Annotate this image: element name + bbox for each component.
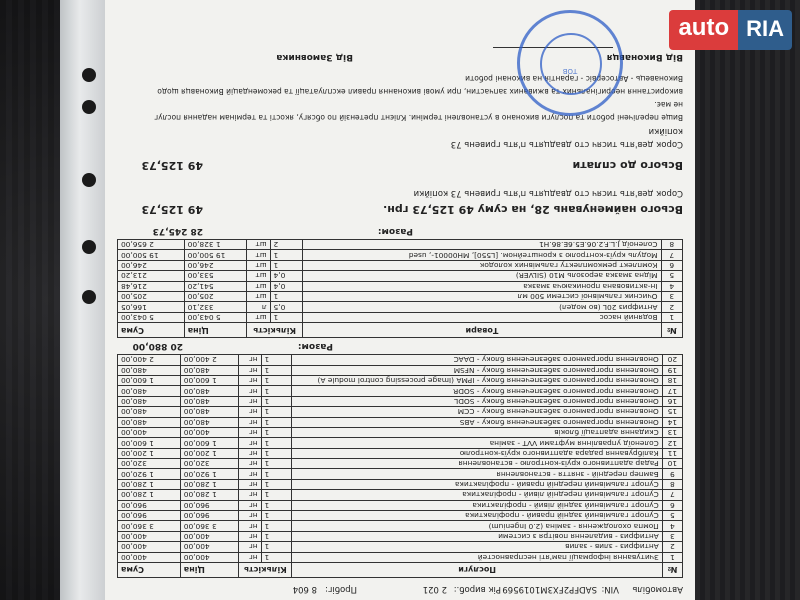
- row-name: Радар адаптивного круїз-контролю - встановлення: [292, 459, 662, 469]
- table-row: [118, 542, 683, 552]
- row-sum: 205,00: [118, 292, 185, 302]
- row-qty: 1: [261, 355, 292, 365]
- goods-table: [117, 239, 683, 338]
- pay-label: Всього до сплати: [572, 159, 683, 173]
- stamp-inner-ring: [540, 33, 602, 95]
- services-table: [117, 354, 683, 578]
- row-number: 17: [662, 386, 682, 396]
- row-number: 6: [661, 260, 682, 270]
- row-qty: 1: [261, 542, 292, 552]
- table-row: [118, 365, 683, 375]
- table-row: [118, 312, 683, 322]
- row-unit: шт: [246, 271, 270, 281]
- row-qty: 1: [261, 469, 292, 479]
- row-number: 14: [662, 417, 682, 427]
- table-row: [118, 521, 683, 531]
- approved-line: [117, 199, 683, 219]
- row-qty: 1: [261, 552, 292, 562]
- row-price: 1 920,00: [180, 469, 238, 479]
- row-price: 3 360,00: [180, 521, 238, 531]
- col-price: Ціна: [180, 563, 238, 578]
- row-unit: нг: [239, 386, 261, 396]
- goods-total-label: Разом:: [377, 226, 413, 237]
- row-unit: шт: [246, 281, 270, 291]
- row-number: 3: [662, 531, 682, 541]
- row-unit: нг: [239, 375, 261, 385]
- row-number: 6: [662, 500, 682, 510]
- row-sum: 480,00: [118, 386, 181, 396]
- row-name: Зчитування інформації пам'яті несправностей: [292, 552, 662, 562]
- binder-hole: [82, 240, 96, 254]
- col-no: №: [662, 563, 682, 578]
- row-sum: 400,00: [118, 552, 181, 562]
- row-name: Супорт гальмівний задній правий - профілактика: [292, 511, 662, 521]
- row-qty: 1: [261, 511, 292, 521]
- row-number: 19: [662, 365, 682, 375]
- row-number: 1: [662, 552, 682, 562]
- row-name: Бампер передній - зняття - встановлення: [292, 469, 662, 479]
- row-qty: 1: [261, 490, 292, 500]
- row-price: 400,00: [180, 542, 238, 552]
- row-qty: 0,4: [270, 281, 303, 291]
- table-row: [118, 396, 683, 406]
- col-qty: Кількість: [239, 563, 292, 578]
- logo-ria: RIA: [738, 10, 792, 50]
- year-value: 2 021: [422, 584, 447, 594]
- row-name: Супорт гальмівний передній правий - профілактика: [292, 479, 662, 489]
- row-price: 533,00: [184, 271, 246, 281]
- row-sum: 1 600,00: [118, 375, 181, 385]
- row-unit: нг: [239, 407, 261, 417]
- row-price: 400,00: [180, 531, 238, 541]
- row-unit: шт: [246, 240, 270, 250]
- table-row: [118, 407, 683, 417]
- row-number: 9: [662, 469, 682, 479]
- row-sum: 320,00: [118, 459, 181, 469]
- row-qty: 1: [261, 407, 292, 417]
- row-unit: нг: [239, 521, 261, 531]
- row-qty: 0,5: [270, 302, 303, 312]
- row-qty: 1: [261, 375, 292, 385]
- row-number: 8: [662, 479, 682, 489]
- car-seat-right: [695, 0, 800, 600]
- signature-block: [117, 26, 683, 76]
- row-sum: 246,00: [118, 260, 185, 270]
- row-number: 5: [662, 511, 682, 521]
- row-unit: нг: [239, 542, 261, 552]
- row-price: 1 328,00: [184, 240, 246, 250]
- row-qty: 1: [270, 292, 303, 302]
- row-name: Антифриз - видалення повітря з системи: [292, 531, 662, 541]
- row-sum: 400,00: [118, 531, 181, 541]
- stamp-text: ТОВ: [562, 67, 578, 76]
- contractor-label: Від Виконавця: [606, 52, 683, 63]
- table-row: [118, 427, 683, 437]
- table-row: [118, 302, 683, 312]
- row-name: Модуль круїз-контролю з кронштейном. [L550], MH00001-, used: [303, 250, 661, 260]
- row-name: Антифриз 20L (во модел): [303, 302, 661, 312]
- row-number: 7: [662, 490, 682, 500]
- row-name: Ін-активована проникаюча змазка: [303, 281, 661, 291]
- row-name: Очисник гальмівної системи 500 мл: [303, 292, 661, 302]
- row-sum: 480,00: [118, 407, 181, 417]
- row-unit: нг: [239, 552, 261, 562]
- row-sum: 166,05: [118, 302, 185, 312]
- binder-hole: [82, 290, 96, 304]
- table-row: [118, 375, 683, 385]
- row-price: 480,00: [180, 386, 238, 396]
- invoice-paper: [105, 0, 695, 600]
- vehicle-header: [117, 582, 683, 596]
- row-number: 16: [662, 396, 682, 406]
- model-label: Автомобіль: [632, 584, 683, 594]
- approved-text: Всього найменувань 28, на суму 49 125,73 грн.: [383, 203, 683, 217]
- row-price: 246,00: [184, 260, 246, 270]
- row-qty: 1: [261, 417, 292, 427]
- company-stamp: [517, 10, 623, 116]
- row-qty: 1: [261, 448, 292, 458]
- row-price: 1 280,00: [180, 479, 238, 489]
- disclaimer-line: Вище перелічені роботи та послуги виконано в установлені терміни. Клієнт претензій по обсягу, якості та термінам надання послуг: [154, 113, 683, 123]
- row-qty: 1: [261, 500, 292, 510]
- row-name: Оновлення програмного забезпечення блоку - DAAC: [292, 355, 662, 365]
- row-unit: нг: [239, 417, 261, 427]
- row-sum: 2 656,00: [118, 240, 185, 250]
- table-row: [118, 438, 683, 448]
- table-row: [118, 386, 683, 396]
- row-qty: 1: [261, 479, 292, 489]
- row-price: 1 200,00: [180, 448, 238, 458]
- row-unit: нг: [239, 531, 261, 541]
- row-unit: л: [246, 302, 270, 312]
- row-number: 3: [661, 292, 682, 302]
- sum-in-words: Сорок дев'ять тисяч сто двадцять п'ять гривень 73 копійки: [413, 188, 683, 199]
- row-sum: 5 043,00: [118, 312, 185, 322]
- col-sum: Сума: [118, 563, 181, 578]
- row-qty: 1: [261, 386, 292, 396]
- table-row: [118, 281, 683, 291]
- sheet-protector-binding: [60, 0, 110, 600]
- autoria-logo: [669, 10, 792, 50]
- row-unit: шт: [246, 250, 270, 260]
- row-name: Соленоїд J.L.F.2.06.E5.6E.86.H1: [303, 240, 661, 250]
- services-total: [117, 338, 683, 354]
- row-unit: нг: [239, 479, 261, 489]
- table-row: [118, 459, 683, 469]
- row-price: 1 600,00: [180, 375, 238, 385]
- mileage-label: Пробіг:: [325, 584, 357, 594]
- disclaimer-line: використання неоригінальних та вживаних запчастин, при умові виконання правил експлуатації та рекомендацій Виконавця щодо: [157, 87, 683, 97]
- row-name: Калібрування радара адаптивного круїз-контролю: [292, 448, 662, 458]
- row-qty: 1: [261, 521, 292, 531]
- year-label: Рік вироб.:: [453, 584, 501, 594]
- row-unit: нг: [239, 469, 261, 479]
- disclaimer-line: не має.: [654, 100, 683, 110]
- row-number: 1: [661, 312, 682, 322]
- row-unit: нг: [239, 396, 261, 406]
- row-sum: 1 200,00: [118, 448, 181, 458]
- customer-label: Від Замовника: [276, 52, 353, 63]
- row-name: Антифриз - злив - залив: [292, 542, 662, 552]
- row-qty: 1: [270, 250, 303, 260]
- row-name: Мідна змазка аерозоль М10 (SILVER): [303, 271, 661, 281]
- table-row: [118, 500, 683, 510]
- row-name: Оновлення програмного забезпечення блоку - NFSM: [292, 365, 662, 375]
- table-row: [118, 490, 683, 500]
- row-name: Оновлення програмного забезпечення блоку - CCM: [292, 407, 662, 417]
- row-name: Комплект ремкомплекту гальмівних колодок: [303, 260, 661, 270]
- col-services: Послуги: [292, 563, 662, 578]
- binder-hole: [82, 68, 96, 82]
- col-sum: Сума: [118, 323, 185, 338]
- table-row: [118, 260, 683, 270]
- row-name: Скидання адаптації блоків: [292, 427, 662, 437]
- table-row: [118, 271, 683, 281]
- row-sum: 400,00: [118, 427, 181, 437]
- row-name: Супорт гальмівний передній лівий - профілактика: [292, 490, 662, 500]
- goods-total: [117, 223, 683, 239]
- logo-auto: auto: [669, 10, 738, 50]
- row-number: 10: [662, 459, 682, 469]
- table-row: [118, 511, 683, 521]
- row-unit: нг: [239, 459, 261, 469]
- table-row: [118, 448, 683, 458]
- row-number: 4: [662, 521, 682, 531]
- table-row: [118, 292, 683, 302]
- col-price: Ціна: [184, 323, 246, 338]
- row-sum: 1 280,00: [118, 490, 181, 500]
- row-sum: 1 280,00: [118, 479, 181, 489]
- services-total-value: 20 880,00: [132, 341, 183, 352]
- row-name: Супорт гальмівний задній лівий - профілактика: [292, 500, 662, 510]
- row-unit: нг: [239, 365, 261, 375]
- row-sum: 480,00: [118, 396, 181, 406]
- row-qty: 1: [261, 365, 292, 375]
- row-sum: 960,00: [118, 511, 181, 521]
- disclaimer-line: Виконавець - Автосервіс - гарантія на виконані роботи: [465, 74, 683, 84]
- row-unit: нг: [239, 438, 261, 448]
- row-unit: нг: [239, 490, 261, 500]
- binder-hole: [82, 173, 96, 187]
- row-qty: 1: [261, 459, 292, 469]
- row-price: 5 043,00: [184, 312, 246, 322]
- row-price: 332,10: [184, 302, 246, 312]
- row-name: Оновлення програмного забезпечення блоку - SODL: [292, 396, 662, 406]
- table-row: [118, 250, 683, 260]
- col-qty: Кількість: [246, 323, 302, 338]
- table-row: [118, 469, 683, 479]
- row-sum: 480,00: [118, 365, 181, 375]
- approved-sum: 49 125,73: [141, 203, 203, 217]
- row-sum: 19 500,00: [118, 250, 185, 260]
- row-number: 2: [661, 302, 682, 312]
- pay-in-words-cont: копійки: [648, 126, 683, 137]
- row-name: Помпа охолодження - заміна (2.0 Ingenium): [292, 521, 662, 531]
- row-sum: 1 600,00: [118, 438, 181, 448]
- pay-line: [117, 150, 683, 180]
- row-number: 13: [662, 427, 682, 437]
- vin-label: VIN:: [601, 584, 619, 594]
- row-sum: 1 920,00: [118, 469, 181, 479]
- table-row: [118, 552, 683, 562]
- row-price: 205,00: [184, 292, 246, 302]
- row-sum: 213,20: [118, 271, 185, 281]
- row-unit: шт: [246, 292, 270, 302]
- row-price: 541,20: [184, 281, 246, 291]
- row-price: 960,00: [180, 511, 238, 521]
- row-unit: нг: [239, 511, 261, 521]
- row-name: Оновлення програмного забезпечення блоку - IPMA (Image processing control module A): [292, 375, 662, 385]
- row-qty: 1: [261, 427, 292, 437]
- row-sum: 400,00: [118, 542, 181, 552]
- row-unit: нг: [239, 500, 261, 510]
- row-price: 400,00: [180, 552, 238, 562]
- row-qty: 1: [261, 438, 292, 448]
- row-qty: 1: [261, 396, 292, 406]
- row-unit: шт: [246, 260, 270, 270]
- row-sum: 3 360,00: [118, 521, 181, 531]
- row-name: Оновлення програмного забезпечення блоку - SODR: [292, 386, 662, 396]
- vin-value: SADFP2FX3M1019569: [502, 584, 597, 594]
- col-goods: Товари: [303, 323, 661, 338]
- row-unit: нг: [239, 355, 261, 365]
- row-price: 480,00: [180, 407, 238, 417]
- row-qty: 2: [270, 240, 303, 250]
- row-sum: 480,00: [118, 417, 181, 427]
- mileage-value: 8 604: [292, 584, 317, 594]
- row-name: Соленоїд управління муфтами VVT - заміна: [292, 438, 662, 448]
- table-row: [118, 479, 683, 489]
- row-price: 19 500,00: [184, 250, 246, 260]
- table-row: [118, 531, 683, 541]
- row-qty: 0,4: [270, 271, 303, 281]
- row-name: Оновлення програмного забезпечення блоку - ABS: [292, 417, 662, 427]
- row-price: 960,00: [180, 500, 238, 510]
- row-unit: нг: [239, 448, 261, 458]
- table-row: [118, 240, 683, 250]
- row-price: 1 600,00: [180, 438, 238, 448]
- row-price: 2 400,00: [180, 355, 238, 365]
- row-number: 20: [662, 355, 682, 365]
- row-number: 4: [661, 281, 682, 291]
- row-price: 480,00: [180, 365, 238, 375]
- table-row: [118, 417, 683, 427]
- table-row: [118, 355, 683, 365]
- row-number: 18: [662, 375, 682, 385]
- row-price: 480,00: [180, 396, 238, 406]
- row-price: 1 280,00: [180, 490, 238, 500]
- row-number: 5: [661, 271, 682, 281]
- row-name: Водяний насос: [303, 312, 661, 322]
- row-sum: 960,00: [118, 500, 181, 510]
- row-price: 320,00: [180, 459, 238, 469]
- pay-in-words: Сорок дев'ять тисяч сто двадцять п'ять гривень 73: [450, 139, 683, 150]
- row-number: 12: [662, 438, 682, 448]
- row-number: 7: [661, 250, 682, 260]
- binder-hole: [82, 100, 96, 114]
- col-no: №: [661, 323, 682, 338]
- row-number: 8: [661, 240, 682, 250]
- row-number: 15: [662, 407, 682, 417]
- services-section: [117, 26, 683, 578]
- row-qty: 1: [270, 260, 303, 270]
- row-price: 400,00: [180, 427, 238, 437]
- row-sum: 2 400,00: [118, 355, 181, 365]
- row-qty: 1: [270, 312, 303, 322]
- row-qty: 1: [261, 531, 292, 541]
- services-total-label: Разом:: [297, 341, 333, 352]
- row-sum: 216,48: [118, 281, 185, 291]
- row-unit: нг: [239, 427, 261, 437]
- row-number: 2: [662, 542, 682, 552]
- row-unit: шт: [246, 312, 270, 322]
- row-price: 480,00: [180, 417, 238, 427]
- row-number: 11: [662, 448, 682, 458]
- pay-sum: 49 125,73: [141, 159, 203, 173]
- goods-total-value: 28 245,73: [152, 226, 203, 237]
